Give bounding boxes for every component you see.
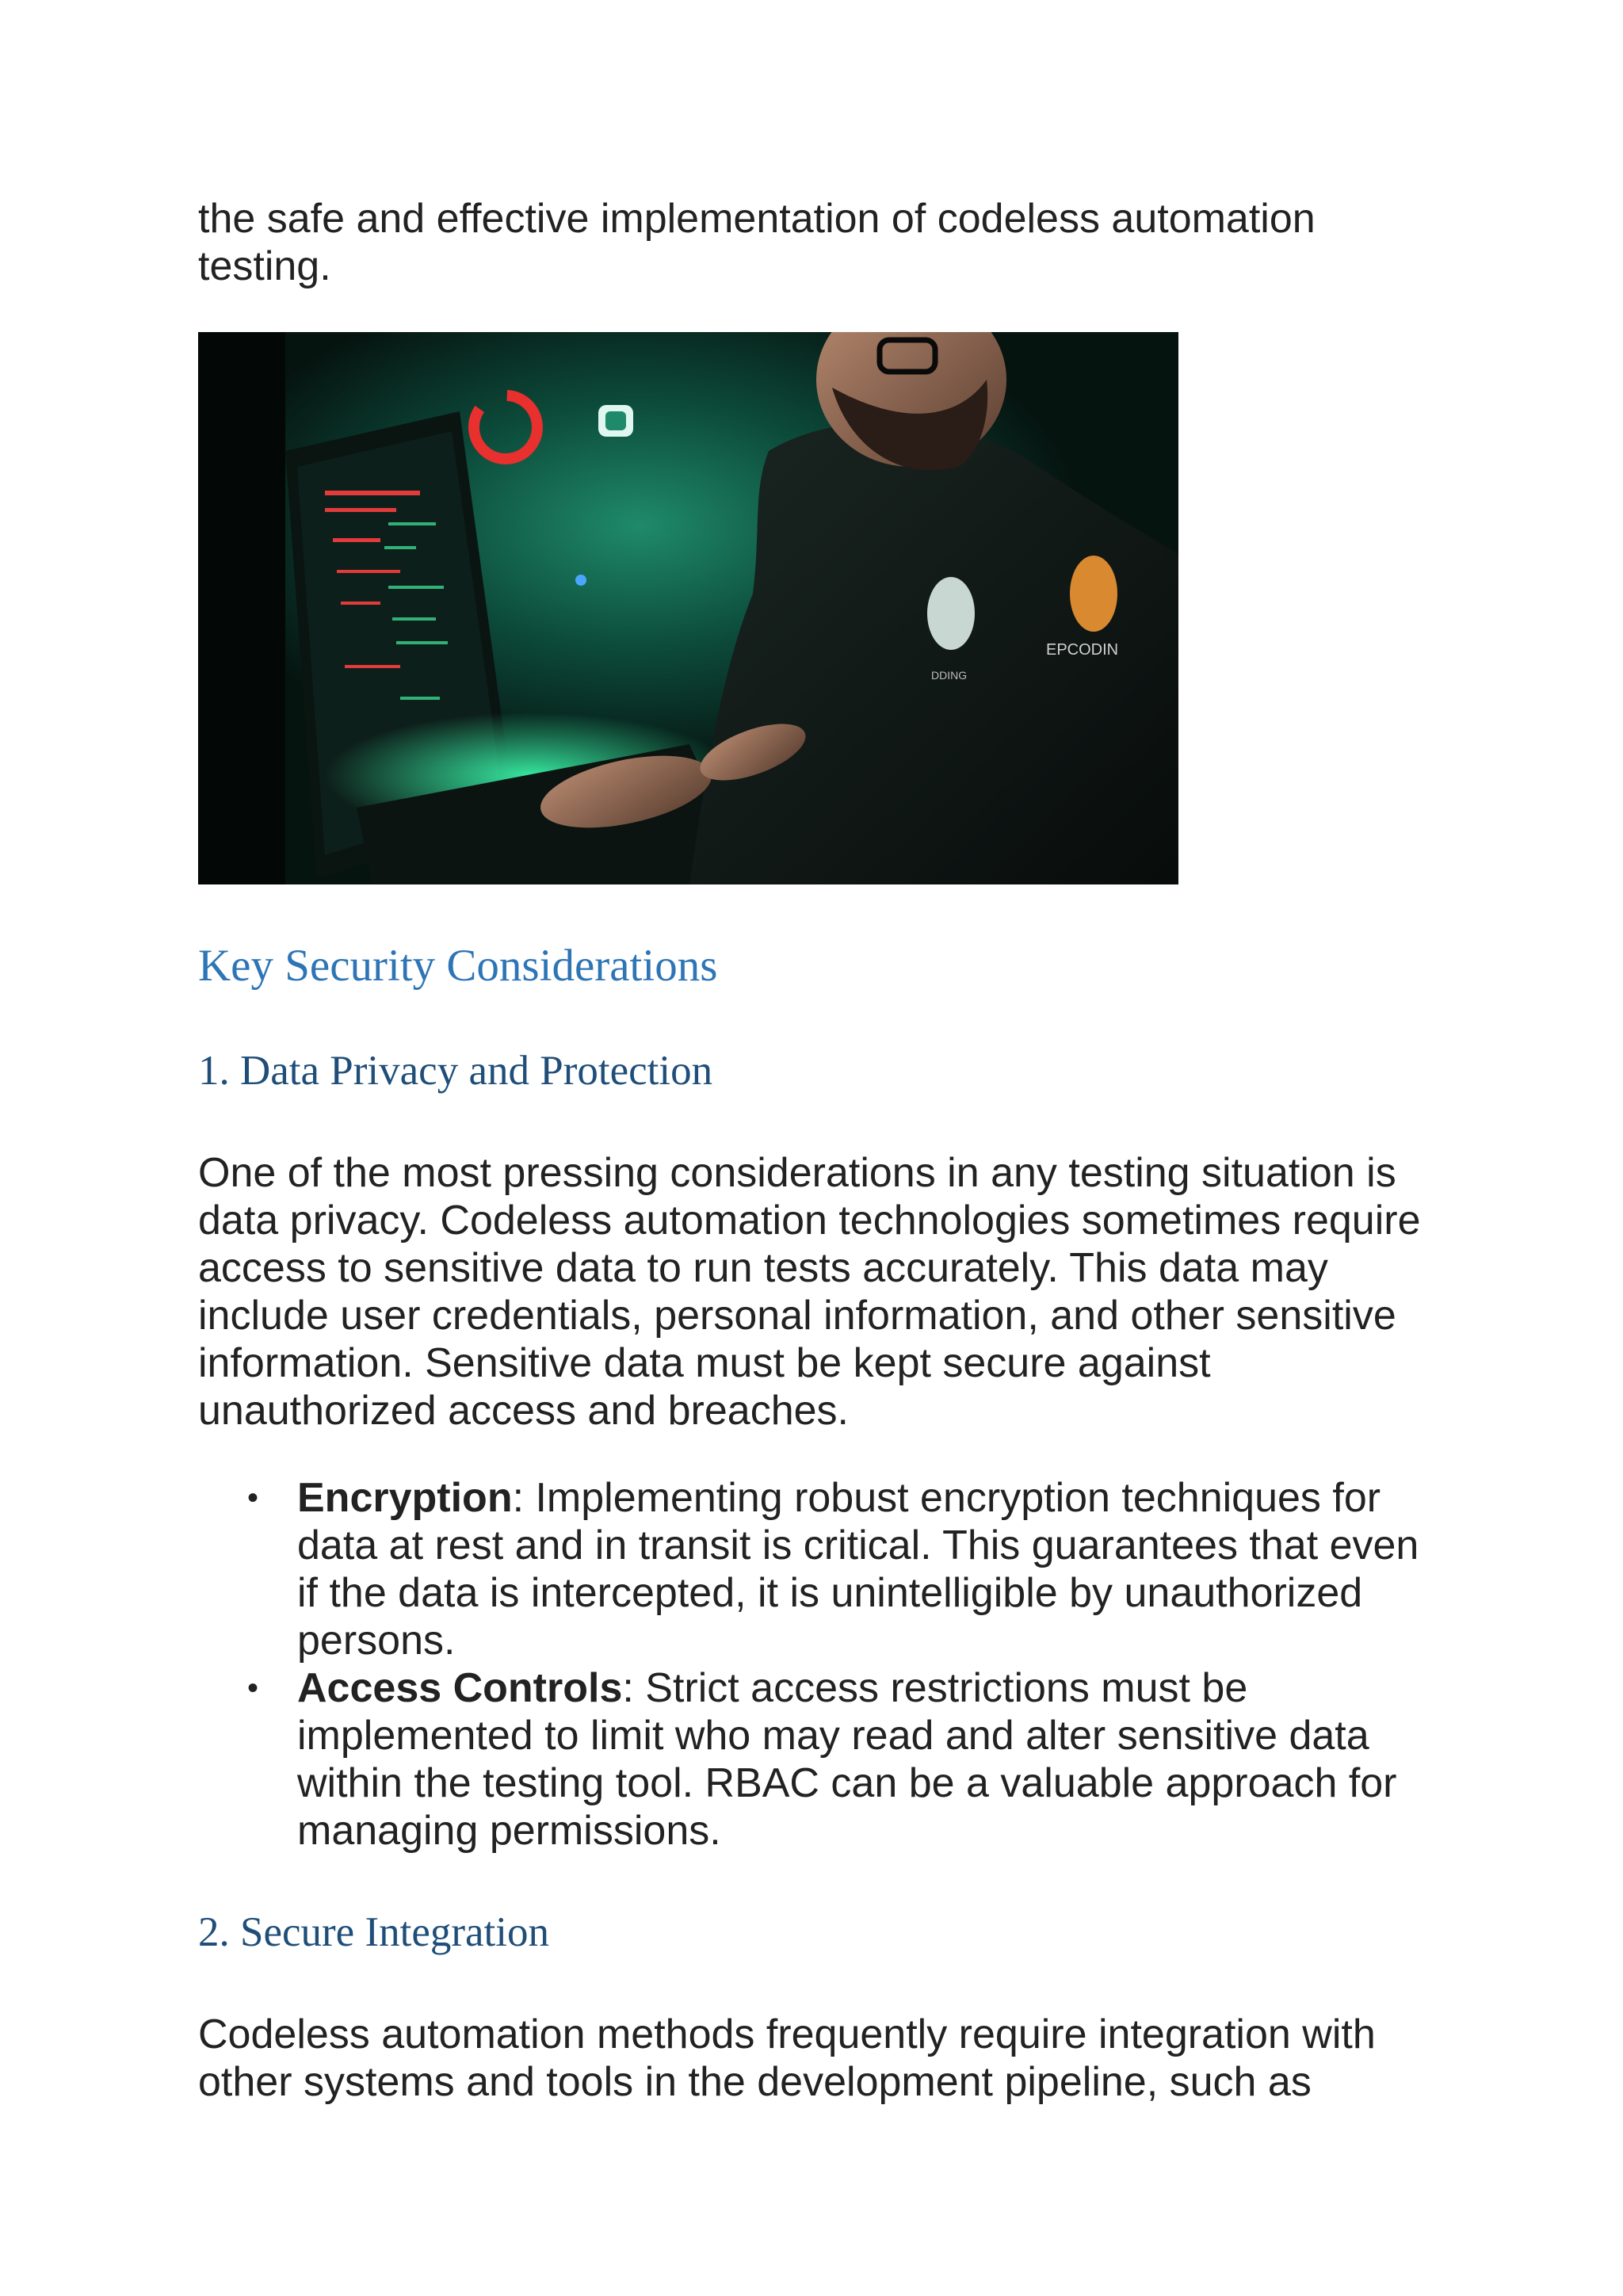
bullet-text: : Implementing robust encryption techniques for data at rest and in transit is critical. This guarantees that even if the data is intercepted, it is unintelligible by unauthorized persons. <box>297 1475 1419 1664</box>
bullet-icon: • <box>247 1671 259 1706</box>
shirt-text-small: DDING <box>931 669 968 682</box>
bullet-text: : Strict access restrictions must be implemented to limit who may read and alter sensitive data within the testing tool. RBAC can be a valuable approach for managing permissions. <box>297 1665 1397 1854</box>
secure-integration-paragraph: Codeless automation methods frequently require integration with other systems and tools in the development pipeline, such as <box>198 2011 1376 2105</box>
bullet-term: Access Controls <box>297 1665 623 1711</box>
list-item-encryption <box>198 1474 1434 1664</box>
intro-paragraph: the safe and effective implementation of codeless automation testing. <box>198 196 1316 289</box>
bullet-icon: • <box>247 1480 259 1515</box>
subsection-heading-1: 1. Data Privacy and Protection <box>198 1048 713 1094</box>
list-item-access-controls <box>198 1664 1434 1855</box>
section-heading: Key Security Considerations <box>198 941 718 991</box>
security-bullet-list <box>198 1474 1434 1855</box>
developer-photo <box>198 332 1178 884</box>
bullet-term: Encryption <box>297 1475 513 1521</box>
data-privacy-paragraph: One of the most pressing considerations in any testing situation is data privacy. Codeless automation technologies sometimes require access to sensitive data to run tests accurately. This data may include user credentials, personal information, and other sensitive information. Sensitive data must be kept secure against unauthorized access and breaches. <box>198 1150 1421 1434</box>
shirt-text: EPCODIN <box>1046 641 1119 659</box>
subsection-heading-2: 2. Secure Integration <box>198 1909 549 1955</box>
